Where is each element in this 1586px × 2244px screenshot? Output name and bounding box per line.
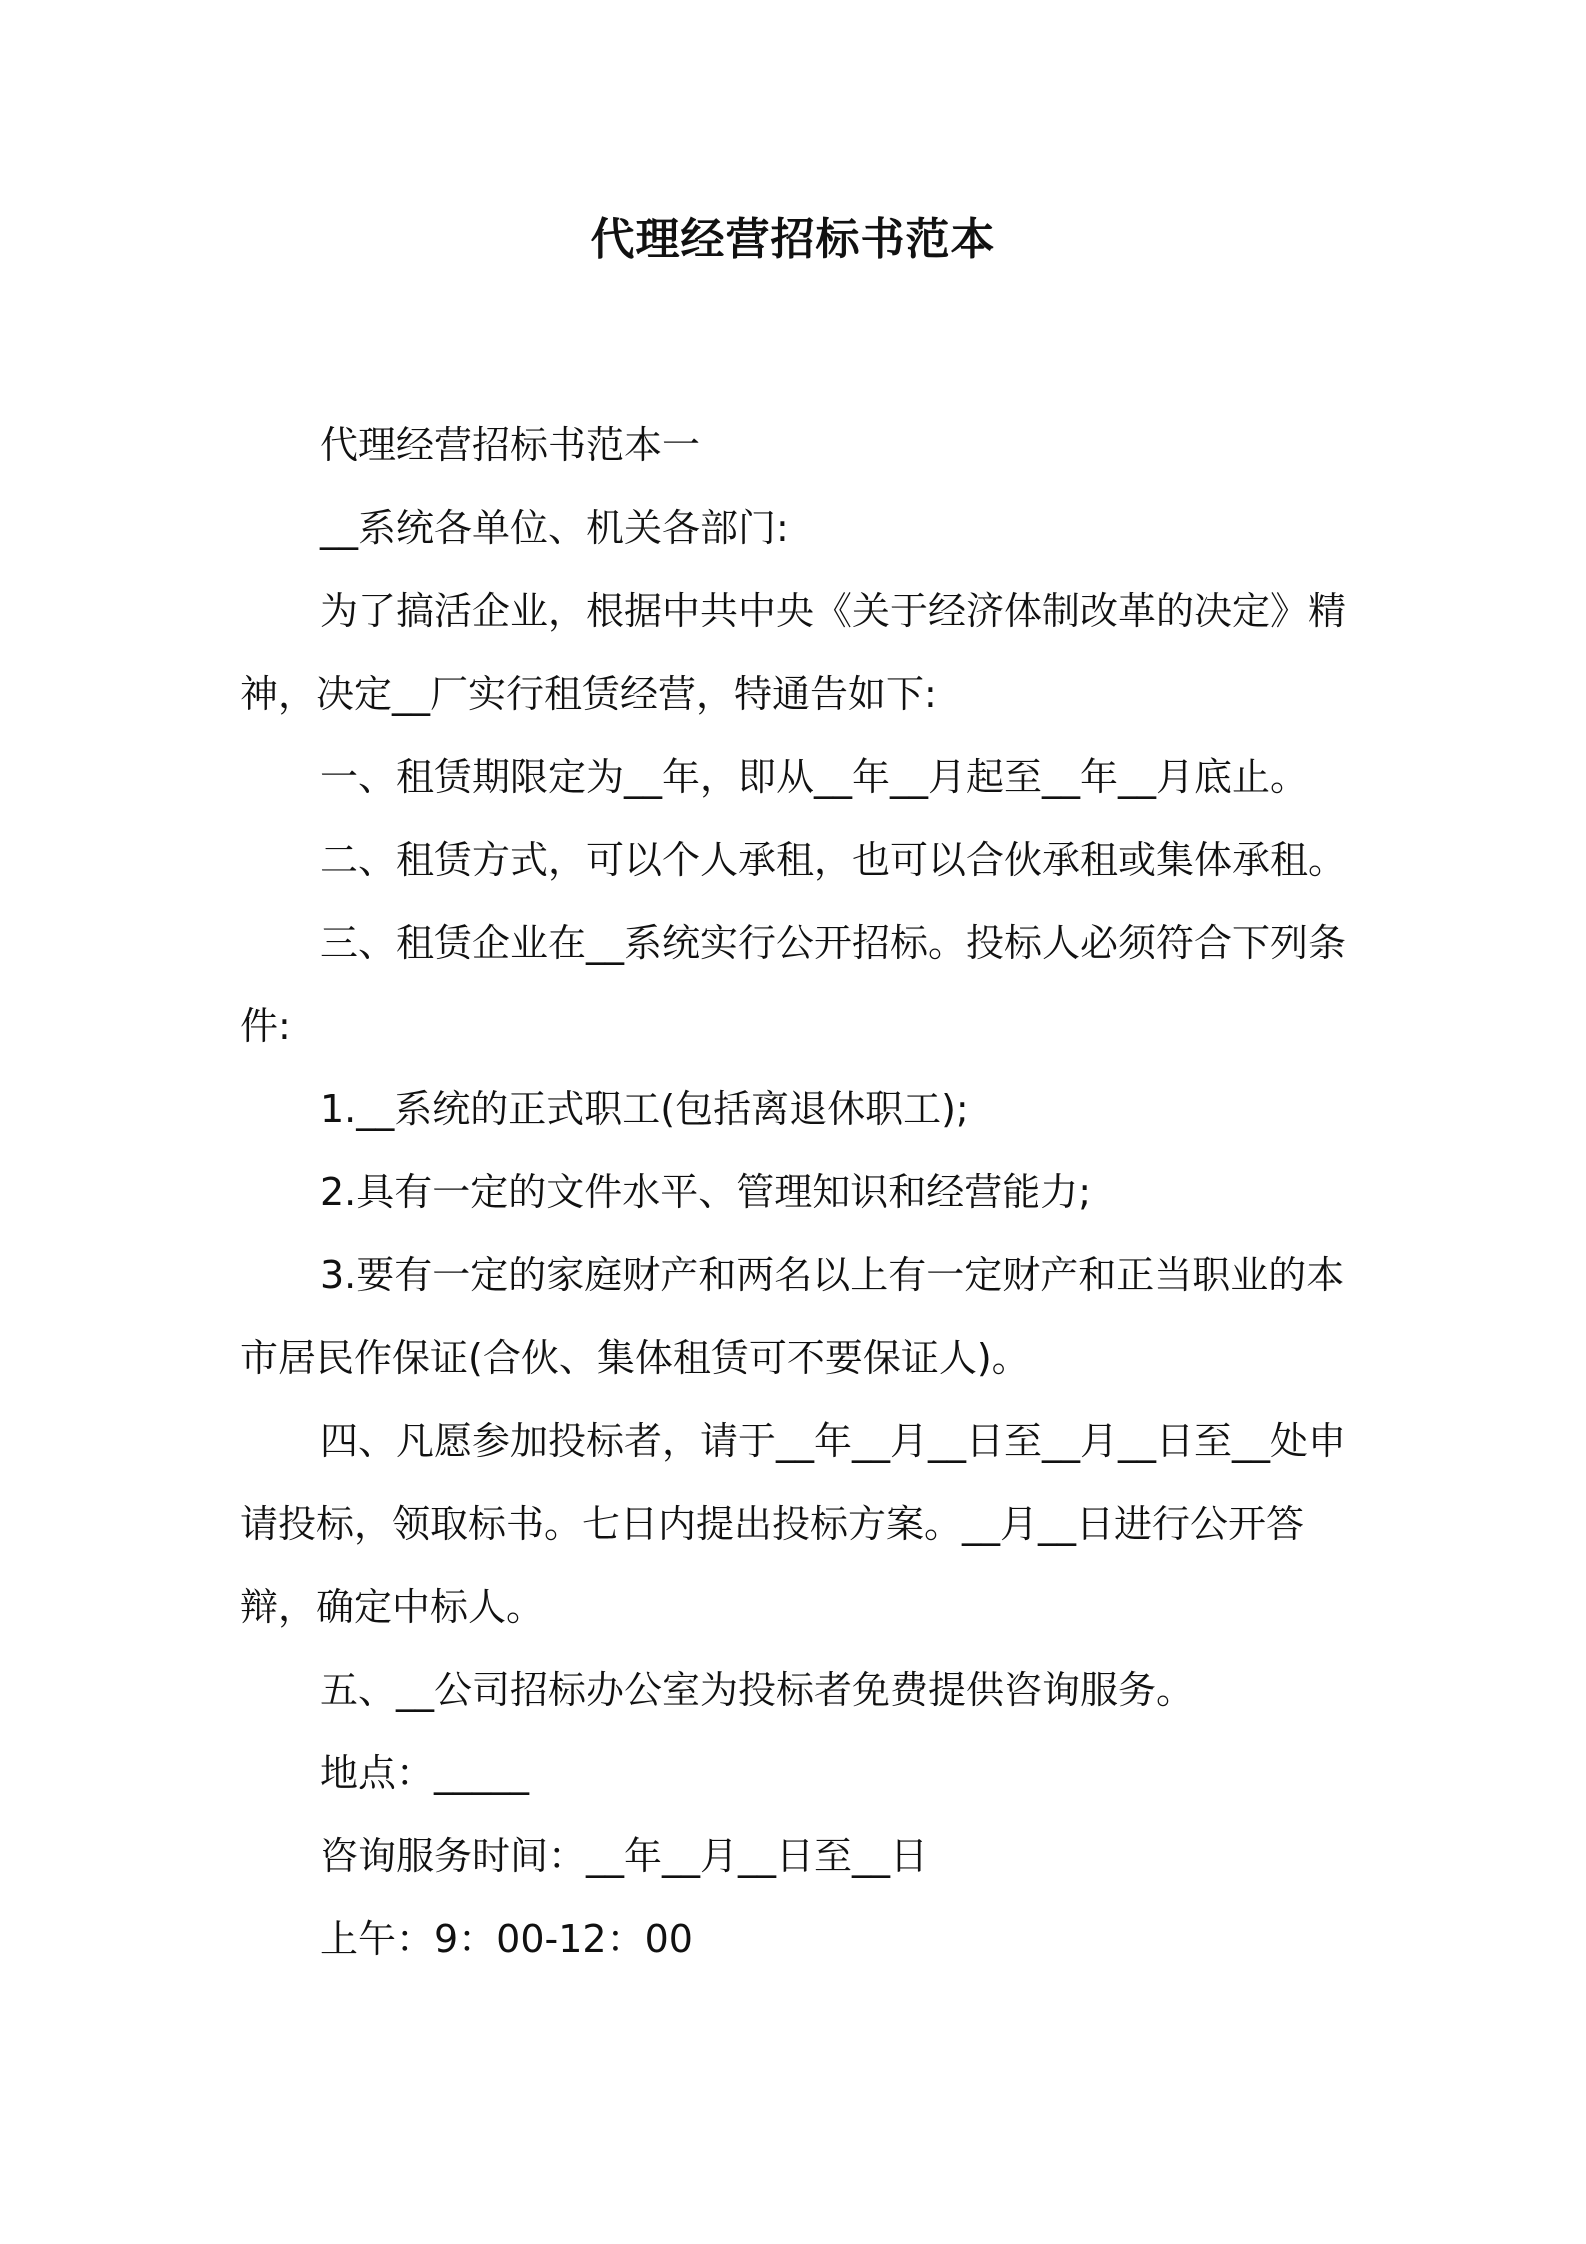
paragraph-condition-1: 1.__系统的正式职工(包括离退休职工);	[320, 1087, 969, 1131]
document-title: 代理经营招标书范本	[590, 214, 996, 265]
paragraph-item-5: 五、__公司招标办公室为投标者免费提供咨询服务。	[320, 1668, 1195, 1712]
paragraph-morning-hours: 上午：9：00-12：00	[320, 1917, 693, 1961]
paragraph-salutation: __系统各单位、机关各部门:	[320, 506, 789, 550]
paragraph-subtitle: 代理经营招标书范本一	[320, 423, 701, 467]
paragraph-condition-3: 3.要有一定的家庭财产和两名以上有一定财产和正当职业的本市居民作保证(合伙、集体租赁可不要保证人)。	[240, 1253, 1345, 1380]
paragraph-consult-time: 咨询服务时间：__年__月__日至__日	[320, 1834, 929, 1878]
paragraph-item-4: 四、凡愿参加投标者，请于__年__月__日至__月__日至__处申请投标，领取标书。七日内提出投标方案。__月__日进行公开答辩，确定中标人。	[240, 1419, 1347, 1629]
document-body	[240, 404, 1360, 1981]
paragraph-item-2: 二、租赁方式，可以个人承租，也可以合伙承租或集体承租。	[320, 838, 1347, 882]
paragraph-item-3: 三、租赁企业在__系统实行公开招标。投标人必须符合下列条件:	[240, 921, 1347, 1048]
paragraph-item-1: 一、租赁期限定为__年，即从__年__月起至__年__月底止。	[320, 755, 1309, 799]
paragraph-condition-2: 2.具有一定的文件水平、管理知识和经营能力;	[320, 1170, 1092, 1214]
paragraph-location: 地点：_____	[320, 1751, 530, 1795]
paragraph-intro: 为了搞活企业，根据中共中央《关于经济体制改革的决定》精神，决定__厂实行租赁经营，特通告如下:	[240, 589, 1347, 716]
